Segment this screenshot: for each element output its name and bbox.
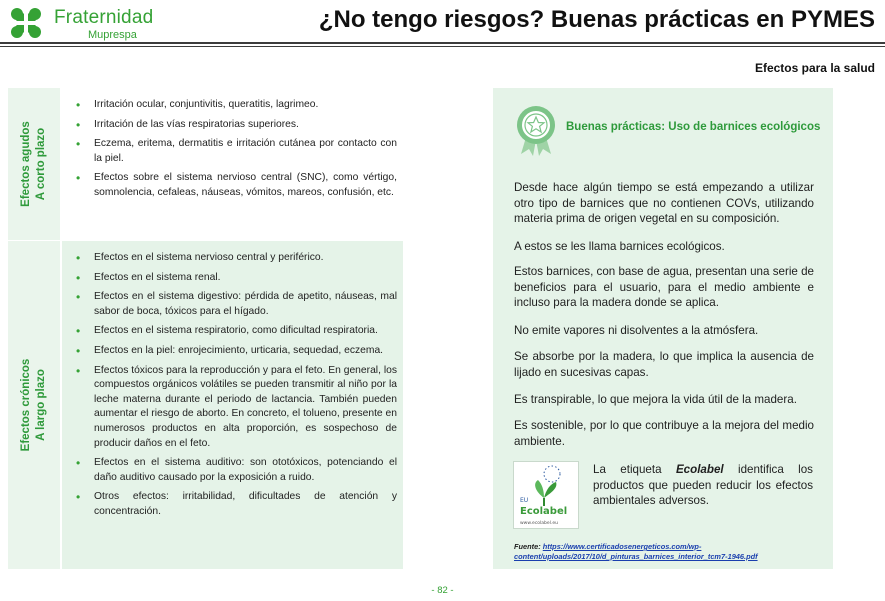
svg-text:Ecolabel: Ecolabel [520, 506, 568, 517]
panel-paragraph: Estos barnices, con base de agua, presentan una serie de beneficios para el usuario, para el medio ambiente e incluso para la madera donde se aplica. [514, 265, 814, 309]
list-item: • Eczema, eritema, dermatitis e irritación cutánea por contacto con la piel. [62, 137, 397, 166]
good-practices-panel [493, 88, 833, 569]
page-number: - 82 - [431, 585, 454, 596]
panel-paragraph: A estos se les llama barnices ecológicos. [514, 240, 725, 253]
page-title: ¿No tengo riesgos? Buenas prácticas en PYMES [318, 6, 875, 33]
source-label: Fuente: [514, 542, 541, 551]
list-item: • Efectos en el sistema auditivo: son ototóxicos, potenciando el daño auditivo causado por la exposición a ruido. [62, 456, 397, 485]
list-item: • Efectos en el sistema renal. [62, 271, 397, 286]
acute-effects-label-cell [8, 88, 60, 240]
header-divider-thin [0, 46, 885, 47]
chronic-effects-list-cell [62, 241, 403, 569]
source-link[interactable]: https://www.certificadosenergeticos.com/wp-content/uploads/2017/10/d_pinturas_barnices_interior_tcm7-1946.pdf [514, 542, 758, 561]
source-reference [514, 542, 814, 562]
chronic-effects-label-cell [8, 241, 60, 569]
list-item: • Efectos en el sistema digestivo: pérdida de apetito, náuseas, mal sabor de boca, tóxicos para el hígado. [62, 290, 397, 319]
list-item: • Otros efectos: irritabilidad, dificultades de atención y concentración. [62, 490, 397, 519]
chronic-effects-list [62, 241, 403, 520]
chronic-effects-section [8, 241, 403, 569]
list-item: • Efectos tóxicos para la reproducción y para el feto. En general, los compuestos orgánicos volátiles se pueden transmitir al niño por la leche materna durante el periodo de lactancia. También pueden aumentar el riesgo de aborto. En concreto, el tolueno, presente en numerosos productos en alta proporción, es sospechoso de producir daños en el feto. [62, 364, 397, 452]
brand-logo [6, 4, 166, 44]
brand-name: Fraternidad [54, 7, 154, 28]
chronic-effects-label: Efectos crónicos A largo plazo [20, 358, 47, 452]
ecolabel-flower-icon [514, 462, 578, 528]
svg-text:EU: EU [520, 497, 529, 504]
panel-paragraph: Es sostenible, por lo que contribuye a la mejora del medio ambiente. [514, 419, 814, 448]
award-badge-icon [515, 104, 557, 156]
panel-title: Buenas prácticas: Uso de barnices ecológicos [566, 121, 821, 133]
brand-subname: Muprespa [88, 29, 137, 41]
acute-effects-section [8, 88, 403, 240]
list-item: • Efectos sobre el sistema nervioso central (SNC), como vértigo, somnolencia, cefaleas, náuseas, vómitos, mareos, confusión, etc. [62, 171, 397, 200]
acute-effects-list-cell [62, 88, 403, 240]
panel-paragraph: Desde hace algún tiempo se está empezando a utilizar otro tipo de barnices que no contienen COVs, utilizando materia prima de origen vegetal en su composición. [514, 181, 814, 225]
list-item: • Irritación de las vías respiratorias superiores. [62, 118, 397, 133]
list-item: • Efectos en el sistema nervioso central y periférico. [62, 251, 397, 266]
list-item: • Efectos en el sistema respiratorio, como dificultad respiratoria. [62, 324, 397, 339]
header-divider [0, 42, 885, 44]
acute-effects-list [62, 88, 403, 201]
acute-effects-label: Efectos agudos A corto plazo [20, 121, 47, 207]
panel-paragraph: No emite vapores ni disolventes a la atmósfera. [514, 324, 759, 337]
ecolabel-description: La etiqueta Ecolabel identifica los productos que pueden reducir los efectos ambientales adversos. [593, 463, 813, 507]
panel-paragraph: Es transpirable, lo que mejora la vida útil de la madera. [514, 393, 797, 406]
panel-paragraph: Se absorbe por la madera, lo que implica la ausencia de lijado en sucesivas capas. [514, 350, 814, 379]
svg-text:www.ecolabel.eu: www.ecolabel.eu [520, 521, 558, 526]
ecolabel-logo [513, 461, 579, 529]
section-title: Efectos para la salud [754, 61, 875, 75]
clover-logo-icon [6, 4, 46, 42]
list-item: • Irritación ocular, conjuntivitis, queratitis, lagrimeo. [62, 98, 397, 113]
list-item: • Efectos en la piel: enrojecimiento, urticaria, sequedad, eczema. [62, 344, 397, 359]
